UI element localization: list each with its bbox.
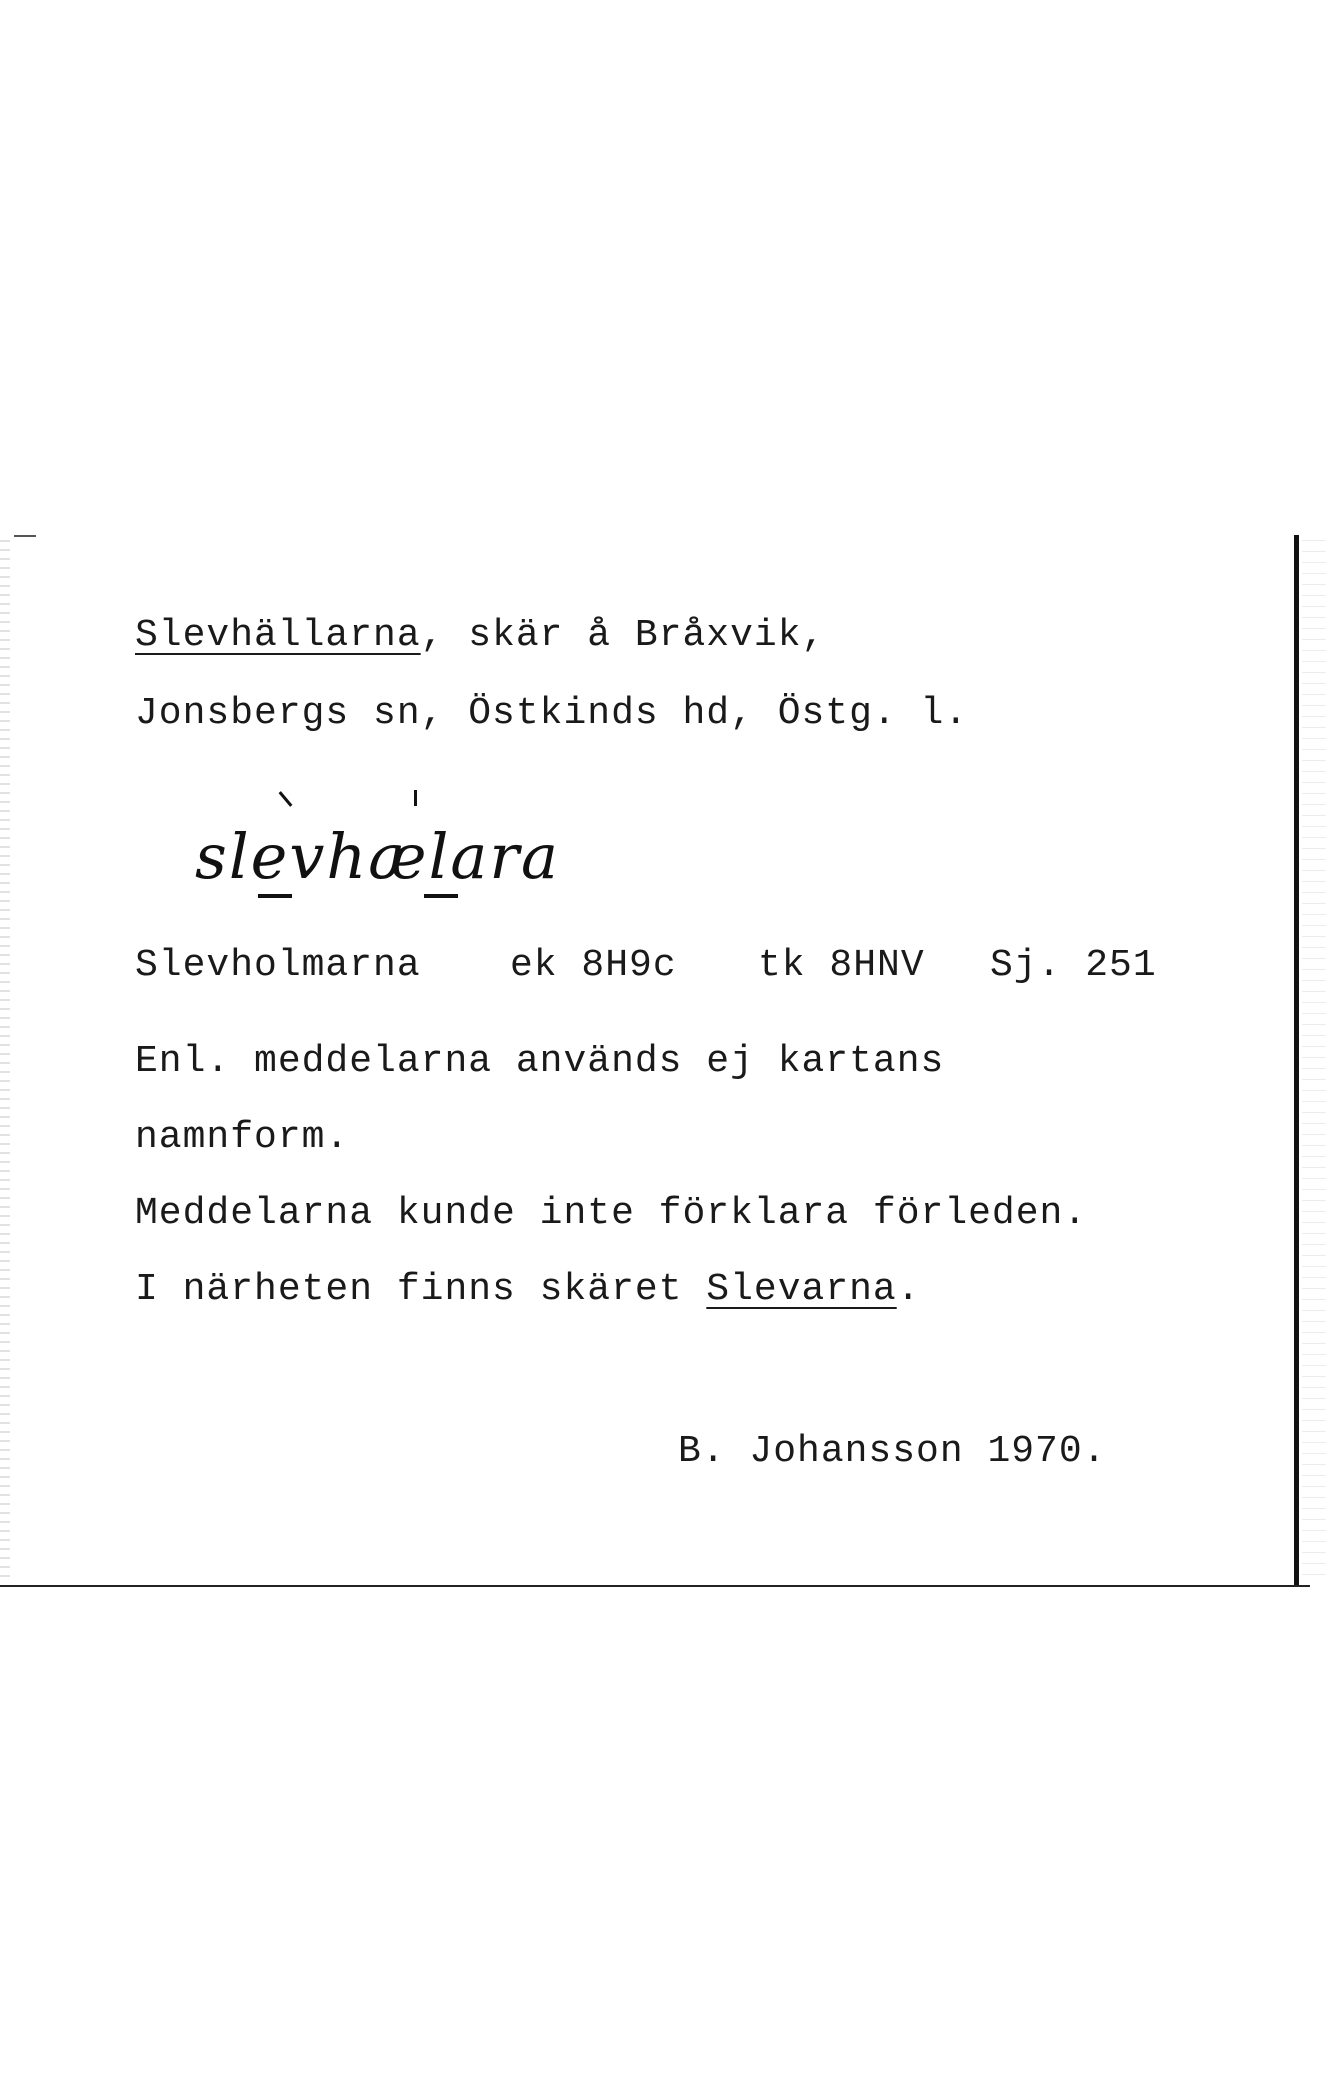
- note-line-4-suffix: .: [896, 1268, 921, 1311]
- heading-line-1: [135, 614, 825, 658]
- note-line-4-prefix: I närheten finns skäret: [135, 1268, 707, 1311]
- place-name: Slevhällarna: [135, 614, 421, 657]
- stress-mark: [414, 790, 417, 806]
- map-ref-sj: Sj. 251: [990, 944, 1157, 987]
- note-line-2: namnform.: [135, 1116, 350, 1159]
- signature: B. Johansson 1970.: [678, 1430, 1107, 1473]
- card-bottom-border: [0, 1585, 1310, 1587]
- note-line-4: [135, 1268, 921, 1312]
- nearby-skerry-name: Slevarna: [706, 1268, 897, 1311]
- map-ref-tk: tk 8HNV: [758, 944, 925, 987]
- handwritten-pronunciation: slevhælara: [195, 820, 560, 893]
- map-name: Slevholmarna: [135, 944, 421, 987]
- pronunciation-underline-1: [258, 894, 292, 898]
- scan-edge-right: [1302, 540, 1326, 1580]
- card-right-border: [1294, 535, 1299, 1587]
- map-ref-ek: ek 8H9c: [510, 944, 677, 987]
- heading-line-2: Jonsbergs sn, Östkinds hd, Östg. l.: [135, 692, 969, 735]
- note-line-1: Enl. meddelarna används ej kartans: [135, 1040, 945, 1083]
- note-line-3: Meddelarna kunde inte förklara förleden.: [135, 1192, 1088, 1235]
- place-description: , skär å Bråxvik,: [420, 614, 826, 657]
- pronunciation-underline-2: [424, 894, 458, 898]
